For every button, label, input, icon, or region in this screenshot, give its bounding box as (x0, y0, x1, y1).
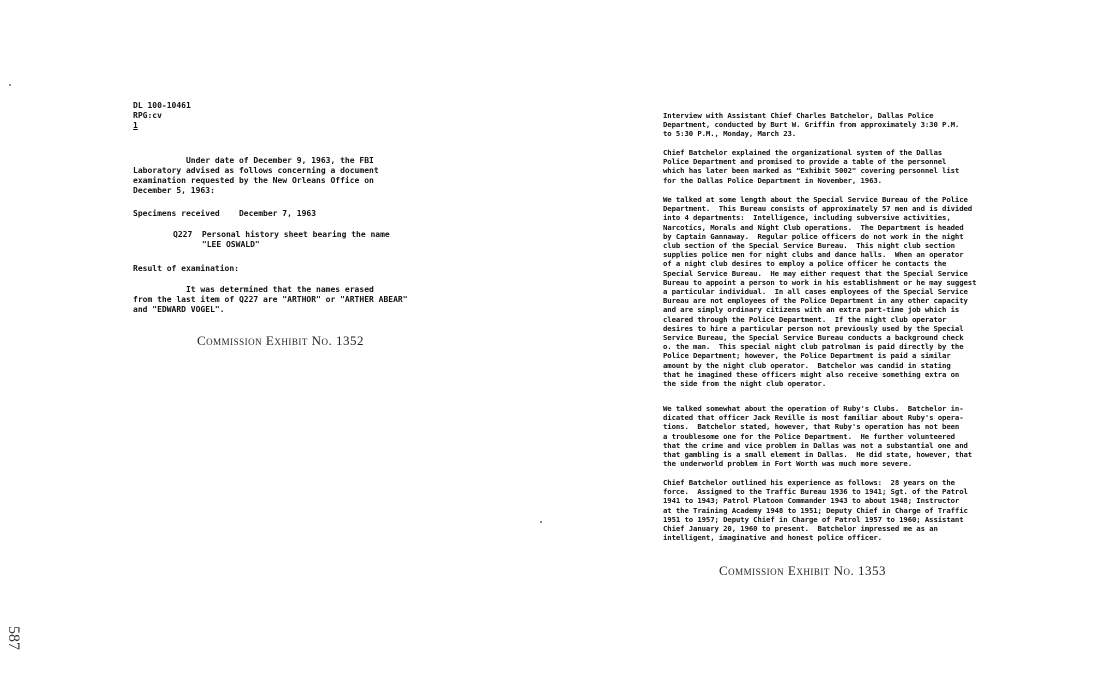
page-number: 587 (5, 626, 22, 650)
specimen-item: Q227 Personal history sheet bearing the name "LEE OSWALD" (173, 230, 390, 249)
file-header (133, 101, 191, 131)
special-service-bureau-paragraph: We talked at some length about the Special Service Bureau of the Police Department. This Bureau consists of approximately 57 men and is divided into 4 departments: Intelligence, including subversive activities, Narcotics, Morals and Night Club operations. The Department is headed by Captain Gannaway. Regular police officers do not work in the night club section of the Special Service Bureau. This night club section supplies police men for night clubs and dance halls. When an operator of a night club desires to employ a police officer he contacts the Special Service Bureau. He may either request that the Special Service Bureau to appoint a person to work in his establishment or he may suggest a particular individual. In all cases employees of the Special Service Bureau are not employees of the Police Department in any other capacity and are simply ordinary citizens with an extra part-time job which is cleared through the Police Department. If the night club operator desires to hire a particular person not previously used by the Special Service Bureau, the Special Service Bureau conducts a background check o. the man. This special night club patrolman is paid directly by the Police Department; however, the Police Department is paid a similar amount by the night club operator. Batchelor was candid in stating that he imagined these officers might also receive something extra on the side from the night club operator. (663, 195, 977, 389)
scan-speck (540, 521, 542, 523)
intro-paragraph: Under date of December 9, 1963, the FBI Laboratory advised as follows concerning a document examination requested by the New Orleans Office on December 5, 1963: (133, 156, 379, 195)
right-page (547, 0, 1094, 691)
sheet-number: 1 (133, 121, 138, 130)
ruby-clubs-paragraph: We talked somewhat about the operation of Ruby's Clubs. Batchelor in- dicated that officer Jack Reville is most familiar about Ruby's opera- tions. Batchelor stated, however, that Ruby's operation has not been a troublesome one for the Police Department. He further volunteered that the crime and vice problem in Dallas was not a substantial one and that gambling is a small element in Dallas. He did state, however, that the underworld problem in Fort Worth was much more severe. (663, 404, 973, 469)
specimens-line: Specimens received December 7, 1963 (133, 209, 317, 218)
organization-paragraph: Chief Batchelor explained the organizational system of the Dallas Police Department and promised to provide a table of the personnel which has later been marked as "Exhibit 5002" covering personnel list for the Dallas Police Department in November, 1963. (663, 148, 960, 185)
interview-intro-paragraph: Interview with Assistant Chief Charles Batchelor, Dallas Police Department, conducted by Burt W. Griffin from approximately 3:30 P.M. to 5:30 P.M., Monday, March 23. (663, 111, 960, 139)
exhibit-caption-1352: Commission Exhibit No. 1352 (197, 333, 365, 348)
initials: RPG:cv (133, 111, 162, 120)
result-heading: Result of examination: (133, 264, 239, 273)
batchelor-experience-paragraph: Chief Batchelor outlined his experience as follows: 28 years on the force. Assigned to the Traffic Bureau 1936 to 1941; Sgt. of the Patrol 1941 to 1943; Patrol Platoon Commander 1943 to about 1948; Instructor at the Training Academy 1948 to 1951; Deputy Chief in Charge of Traffic 1951 to 1957; Deputy Chief in Charge of Patrol 1957 to 1960; Assistant Chief January 20, 1960 to present. Batchelor impressed me as an intelligent, imaginative and honest police officer. (663, 478, 968, 543)
scan-speck (9, 84, 11, 86)
exhibit-caption-1353: Commission Exhibit No. 1353 (719, 563, 887, 578)
file-number: DL 100-10461 (133, 101, 191, 110)
result-paragraph: It was determined that the names erased from the last item of Q227 are "ARTHOR" or "ARTHER ABEAR" and "EDWARD VOGEL". (133, 285, 408, 314)
